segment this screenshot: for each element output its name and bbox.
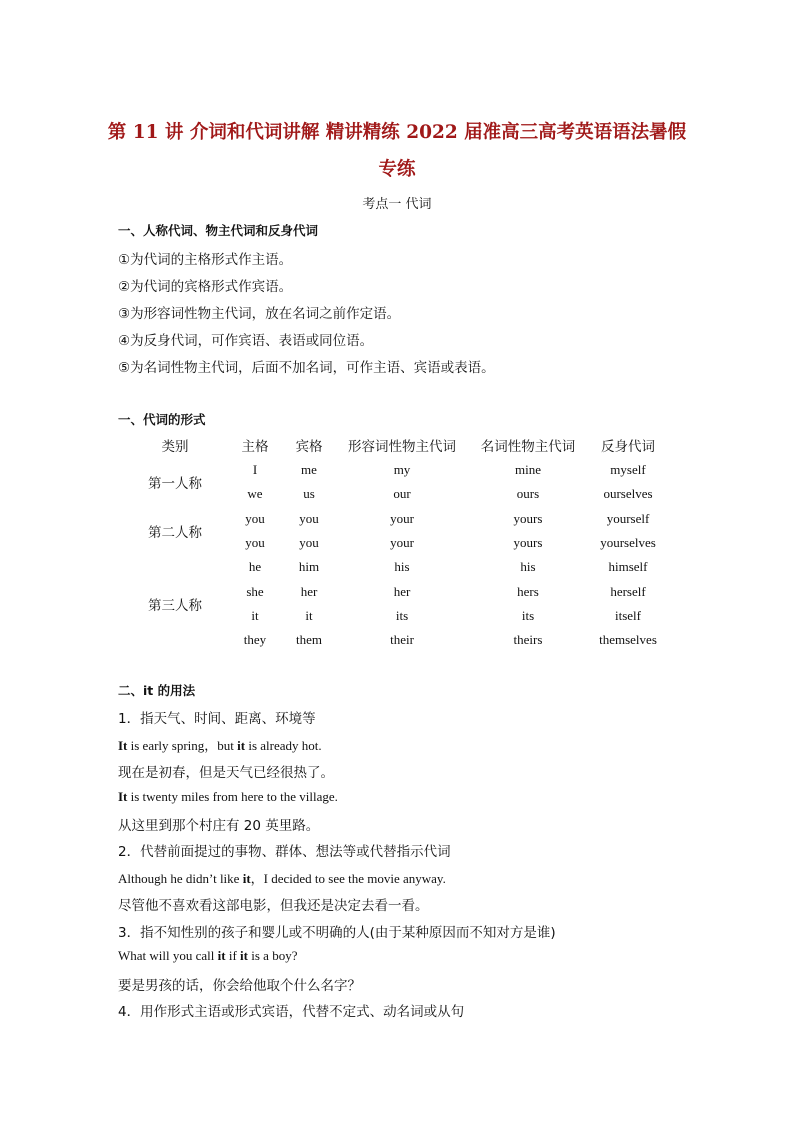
table-cell: I bbox=[252, 462, 258, 478]
usage-2-title: 2．代替前面提过的事物、群体、想法等或代替指示代词 bbox=[118, 844, 451, 860]
table-cell: its bbox=[395, 607, 409, 623]
keyword-it: it bbox=[237, 738, 246, 753]
example-text: if bbox=[225, 948, 241, 963]
usage-3-example-translation: 要是男孩的话，你会给他取个什么名字？ bbox=[118, 978, 361, 994]
table-header: 主格 bbox=[241, 439, 269, 455]
table-cell: us bbox=[303, 486, 315, 502]
usage-1-example-1-translation: 现在是初春，但是天气已经很热了。 bbox=[118, 765, 334, 781]
part2-heading: 一、代词的形式 bbox=[118, 412, 206, 427]
table-cell: he bbox=[248, 559, 262, 575]
table-cell: yourselves bbox=[600, 535, 656, 551]
usage-1-example-2-translation: 从这里到那个村庄有 20 英里路。 bbox=[118, 818, 320, 834]
row-group-label: 第三人称 bbox=[148, 597, 202, 614]
part3-heading bbox=[118, 681, 195, 699]
usage-1-example-2 bbox=[118, 789, 338, 805]
document-title-line1: 第 11 讲 介词和代词讲解 精讲精练 2022 届准高三高考英语语法暑假 bbox=[107, 122, 687, 143]
table-header-row bbox=[120, 432, 666, 458]
table-header: 宾格 bbox=[295, 439, 323, 455]
example-text: is already hot. bbox=[245, 738, 322, 753]
table-cell: yours bbox=[513, 535, 543, 551]
keyword-it: it bbox=[217, 948, 226, 963]
part1-item-5: ⑤为名词性物主代词，后面不加名词，可作主语、宾语或表语。 bbox=[118, 360, 495, 376]
example-text: ，I decided to see the movie anyway. bbox=[250, 871, 446, 886]
table-row bbox=[120, 458, 666, 482]
keyword-it: It bbox=[118, 738, 128, 753]
part3-heading-it: it bbox=[143, 683, 154, 698]
table-cell: you bbox=[299, 510, 319, 526]
table-cell: herself bbox=[610, 583, 646, 599]
table-cell: it bbox=[305, 607, 313, 623]
table-cell: hers bbox=[517, 583, 539, 599]
table-cell: yourself bbox=[606, 510, 650, 526]
table-cell: her bbox=[393, 583, 411, 599]
table-row bbox=[120, 555, 666, 579]
table-cell: themselves bbox=[599, 632, 657, 648]
part1-item-2: ②为代词的宾格形式作宾语。 bbox=[118, 279, 293, 295]
example-text: is early spring，but bbox=[127, 738, 238, 753]
keyword-it: it bbox=[240, 948, 248, 963]
usage-3-title: 3．指不知性别的孩子和婴儿或不明确的人(由于某种原因而不知对方是谁) bbox=[118, 925, 556, 941]
table-cell: your bbox=[390, 510, 414, 526]
part1-item-4: ④为反身代词，可作宾语、表语或同位语。 bbox=[118, 333, 374, 349]
example-text: is twenty miles from here to the village. bbox=[127, 789, 338, 804]
table-cell: you bbox=[299, 535, 319, 551]
table-cell: it bbox=[251, 607, 259, 623]
usage-2-example bbox=[118, 868, 446, 887]
table-cell: itself bbox=[615, 607, 641, 623]
table-cell: himself bbox=[608, 559, 648, 575]
table-cell: mine bbox=[515, 462, 541, 478]
example-text: What will you call bbox=[118, 948, 218, 963]
table-cell: myself bbox=[610, 462, 646, 478]
table-cell: him bbox=[298, 559, 320, 575]
document-title-line2: 专练 bbox=[378, 159, 416, 180]
usage-3-example bbox=[118, 948, 297, 964]
part1-item-3: ③为形容词性物主代词，放在名词之前作定语。 bbox=[118, 306, 401, 322]
table-header: 形容词性物主代词 bbox=[348, 439, 456, 455]
table-cell: his bbox=[394, 559, 410, 575]
usage-1-example-1 bbox=[118, 735, 322, 754]
table-cell: my bbox=[393, 462, 411, 478]
part3-heading-suffix: 的用法 bbox=[153, 683, 196, 698]
table-cell: you bbox=[245, 535, 265, 551]
keyword-it: It bbox=[118, 789, 128, 804]
usage-1-title: 1．指天气、时间、距离、环境等 bbox=[118, 711, 316, 727]
part3-heading-prefix: 二、 bbox=[118, 683, 144, 698]
row-group-label: 第二人称 bbox=[148, 524, 202, 541]
row-group-label: 第一人称 bbox=[148, 476, 202, 493]
table-cell: your bbox=[390, 535, 414, 551]
part1-heading: 一、人称代词、物主代词和反身代词 bbox=[118, 223, 319, 238]
example-text: is a boy? bbox=[248, 948, 298, 963]
table-cell: ourselves bbox=[603, 486, 653, 502]
table-cell: she bbox=[246, 583, 264, 599]
table-cell: ours bbox=[516, 486, 540, 502]
table-cell: their bbox=[390, 632, 414, 648]
part1-item-1: ①为代词的主格形式作主语。 bbox=[118, 252, 293, 268]
keyword-it: it bbox=[242, 871, 251, 886]
table-header: 名词性物主代词 bbox=[480, 439, 576, 455]
table-cell: yours bbox=[513, 510, 543, 526]
table-row bbox=[120, 507, 666, 531]
table-cell: our bbox=[393, 486, 411, 502]
section-title: 考点一 代词 bbox=[362, 197, 432, 212]
usage-4-title: 4．用作形式主语或形式宾语，代替不定式、动名词或从句 bbox=[118, 1004, 465, 1020]
table-header: 类别 bbox=[161, 439, 189, 455]
table-cell: we bbox=[247, 486, 263, 502]
pronoun-forms-table bbox=[120, 432, 666, 652]
table-cell: theirs bbox=[513, 632, 543, 648]
table-cell: its bbox=[521, 607, 535, 623]
table-cell: they bbox=[243, 632, 267, 648]
table-header: 反身代词 bbox=[601, 439, 655, 455]
usage-2-example-translation: 尽管他不喜欢看这部电影，但我还是决定去看一看。 bbox=[118, 898, 429, 914]
table-cell: his bbox=[520, 559, 536, 575]
table-cell: her bbox=[300, 583, 318, 599]
table-cell: me bbox=[301, 462, 317, 478]
example-text: Although he didn’t like bbox=[118, 871, 243, 886]
table-cell: you bbox=[245, 510, 265, 526]
table-cell: them bbox=[296, 632, 322, 648]
